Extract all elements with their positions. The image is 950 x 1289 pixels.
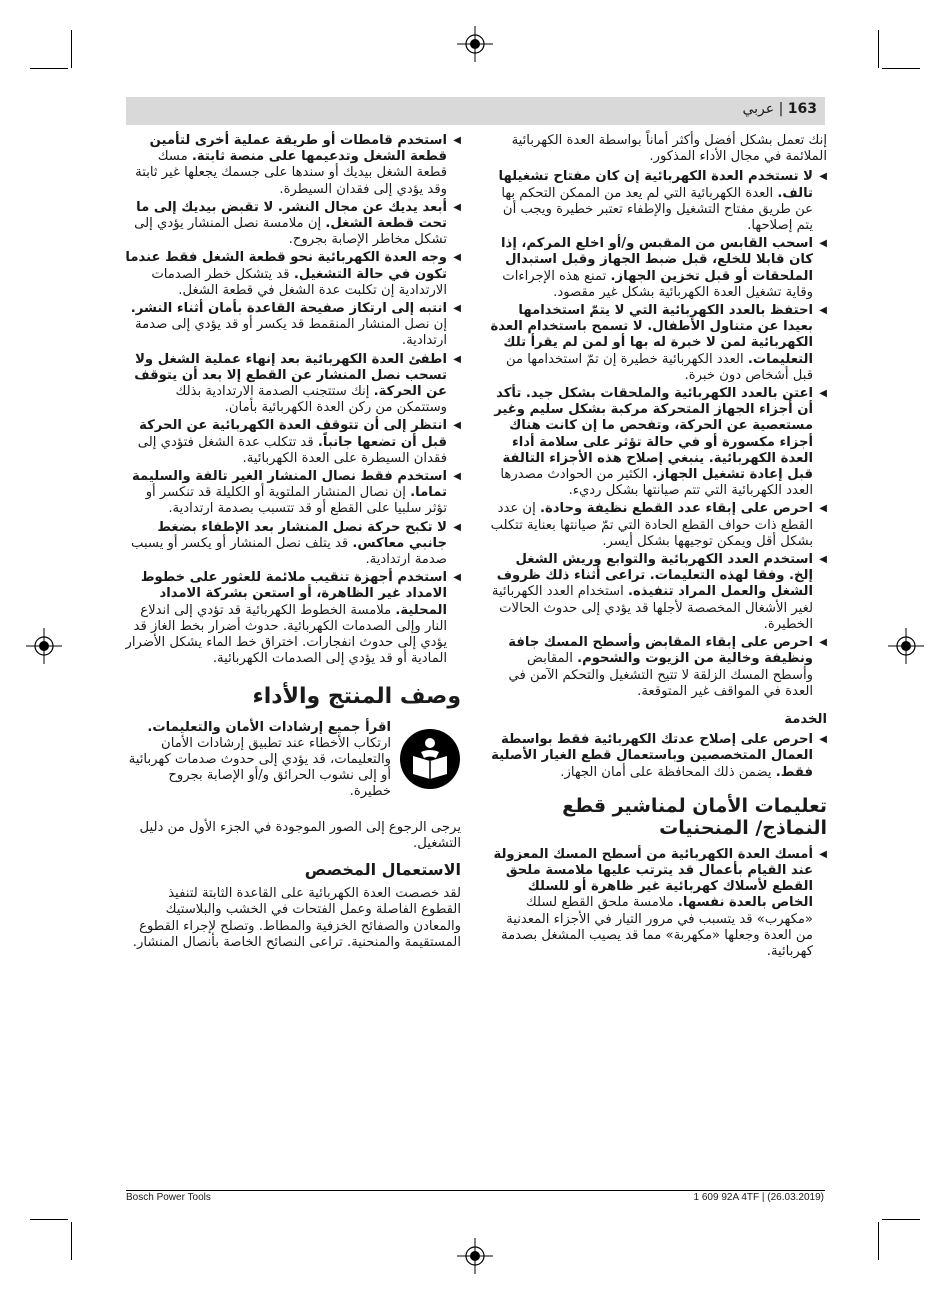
- saw-safety-item: ◀ انتظر إلى أن تتوقف العدة الكهربائية عن الحركة قبل أن تضعها جانباً. قد تتكلب عدة الشغل فتؤدي إلى فقدان السيطرة على العدة الكهربائية.: [137, 418, 461, 466]
- saw-safety-heading: تعليمات الأمان لمناشير قطع النماذج/ المنحنيات: [562, 794, 827, 839]
- right-column: [487, 133, 827, 962]
- saw-safety-item: ◀ انتبه إلى ارتكاز صفيحة القاعدة بأمان أثناء النشر. إن نصل المنشار المنقمط قد يكسر أو قد يؤدي إلى صدمة ارتدادية.: [130, 301, 461, 349]
- safety-item: ◀ استخدم العدد الكهربائية والتوابع وريش الشغل إلخ. وفقا لهذه التعليمات. تراعى أثناء ذلك ظروف الشغل والعمل المراد تنفيذه. استخدام العدد الكهربائية لغير الأشغال المخصصة لأجلها قد يؤدي إلى حدوث الحالات الخطيرة.: [491, 552, 827, 632]
- left-column: [125, 133, 461, 955]
- bullet-icon: ◀: [453, 252, 461, 264]
- read-instructions-warning: [125, 720, 461, 816]
- saw-safety-item: ◀ استخدم أجهزة تنقيب ملائمة للعثور على خطوط الامداد غير الظاهرة، أو استعن بشركة الامداد المحلية. ملامسة الخطوط الكهربائية قد تؤدي إلى اندلاع النار وإلى الصدمات الكهربائية. حدوث أضرار بخط الغاز قد يؤدي إلى حدوث انفجارات. اختراق خط الماء يشكل الأضرار المادية أو قد يؤدي إلى الصدمات الكهربائية.: [125, 570, 461, 667]
- registration-mark-top: [455, 24, 495, 64]
- saw-safety-item: ◀ أبعد يديك عن مجال النشر. لا تقبض بيديك إلى ما تحت قطعة الشغل. إن ملامسة نصل المنشار يؤدي إلى تشكل مخاطر الإصابة بجروح.: [134, 199, 461, 248]
- registration-mark-bottom: [455, 1236, 495, 1276]
- footer-divider: [126, 1190, 825, 1191]
- bullet-icon: ◀: [453, 201, 461, 213]
- safety-item: ◀ احرص على إبقاء المقابض وأسطح المسك جافة ونظيفة وخالية من الزيوت والشحوم. المقابض وأسطح المسك الزلقة لا تتيح التشغيل والتحكم الآمن في العدة في المواقف غير المتوقعة.: [508, 635, 827, 699]
- language-label: عربي: [742, 101, 775, 117]
- page-header: 163 | عربي: [742, 101, 817, 117]
- saw-safety-item: ◀ لا تكبح حركة نصل المنشار بعد الإطفاء بضغط جانبي معاكس. قد يتلف نصل المنشار أو يكسر أو يسبب صدمة ارتدادية.: [131, 519, 461, 568]
- intended-use-text: لقد خصصت العدة الكهربائية على القاعدة الثابتة لتنفيذ القطوع الفاصلة وعمل الفتحات في الخشب والبلاستيك والمعادن والصفائح الخزفية والمطاط. وتصلح لإجراء القطوع المستقيمة والمنحنية. تراعى النصائح الخاصة بأنصال المنشار.: [132, 886, 461, 950]
- saw-safety-item: ◀ استخدم قامطات أو طريقة عملية أخرى لتأمين قطعة الشغل وتدعيمها على منصة ثابتة. مسك قطعة الشغل بيديك أو سندها على جسمك يجعلها غير ثابتة وقد يؤدي إلى فقدان السيطرة.: [135, 133, 461, 197]
- footer-doc-code: 1 609 92A 4TF | (26.03.2019): [693, 1192, 824, 1203]
- bullet-icon: ◀: [819, 637, 827, 649]
- crop-mark: [30, 1219, 68, 1220]
- warning-text: ارتكاب الأخطاء عند تطبيق إرشادات الأمان والتعليمات، قد يؤدي إلى حدوث صدمات كهربائية أو إلى نشوب الحرائق و/أو الإصابة بجروح خطيرة.: [128, 735, 391, 800]
- bullet-icon: ◀: [819, 238, 827, 250]
- safety-item: ◀ اعتن بالعدد الكهربائية والملحقات بشكل جيد. تأكد أن أجزاء الجهاز المتحركة مركبة بشكل سليم وغير مستعصية عن الحركة، وتفحص ما إن كانت هناك أجزاء مكسورة أو في حالة تؤثر على سلامة أداء العدة الكهربائية. ينبغي إصلاح هذه الأجزاء التالفة قبل إعادة تشغيل الجهاز. الكثير من الحوادث مصدرها العدد الكهربائية التي تتم صيانتها بشكل رديء.: [494, 386, 827, 499]
- footer-brand: Bosch Power Tools: [126, 1192, 211, 1203]
- crop-mark: [882, 68, 920, 69]
- bullet-icon: ◀: [453, 521, 461, 533]
- crop-mark: [30, 68, 68, 69]
- intro-text: إنك تعمل بشكل أفضل وأكثر أماناً بواسطة العدة الكهربائية الملائمة في مجال الأداء المذكور.: [511, 133, 827, 165]
- warning-bold: اقرأ جميع إرشادات الأمان والتعليمات.: [147, 719, 391, 735]
- saw-safety-item: ◀ اطفئ العدة الكهربائية بعد إنهاء عملية الشغل ولا تسحب نصل المنشار عن القطع إلا بعد أن يتوقف عن الحركة. إنك ستتجنب الصدمة الارتدادية بذلك وستتمكن من ركن العدة الكهربائية بأمان.: [134, 351, 461, 416]
- saw-safety-item: ◀ وجه العدة الكهربائية نحو قطعة الشغل فقط عندما تكون في حالة التشغيل. قد يتشكل خطر الصدمات الارتدادية إن تكلبت عدة الشغل في قطعة الشغل.: [125, 250, 461, 298]
- registration-mark-right: [886, 626, 926, 666]
- bullet-icon: ◀: [453, 572, 461, 584]
- saw-safety-item: ◀ استخدم فقط نصال المنشار الغير تالفة والسليمة تماما. إن نصال المنشار الملتوية أو الكليلة قد تنكسر أو تؤثر سلبيا على القطع أو قد تتسبب بصدمة ارتدادية.: [132, 469, 461, 517]
- refer-images-text: يرجى الرجوع إلى الصور الموجودة في الجزء الأول من دليل التشغيل.: [139, 819, 461, 851]
- service-item: ◀ احرص على إصلاح عدتك الكهربائية فقط بواسطة العمال المتخصصين وباستعمال قطع الغيار الأصلية فقط. يضمن ذلك المحافظة على أمان الجهاز.: [491, 732, 827, 780]
- crop-mark: [878, 30, 879, 68]
- bullet-icon: ◀: [819, 848, 827, 860]
- crop-mark: [882, 1219, 920, 1220]
- registration-mark-left: [24, 626, 64, 666]
- bullet-icon: ◀: [453, 420, 461, 432]
- bullet-icon: ◀: [819, 305, 827, 317]
- intended-use-heading: الاستعمال المخصص: [304, 859, 461, 879]
- safety-item: ◀ اسحب القابس من المقبس و/أو اخلع المركم، إذا كان قابلا للخلع، قبل ضبط الجهاز وقبل استبدال الملحقات أو قبل تخزين الجهاز. تمنع هذه الإجراءات وقاية تشغيل العدة الكهربائية بشكل غير مقصود.: [501, 236, 827, 300]
- safety-item: ◀ احرص على إبقاء عدد القطع نظيفة وحادة. إن عدد القطع ذات حواف القطع الحادة التي تمّ صيانتها بعناية تتكلب بشكل أقل ويمكن توجيهها بشكل أيسر.: [490, 501, 827, 549]
- bullet-icon: ◀: [453, 303, 461, 315]
- safety-item: ◀ لا تستخدم العدة الكهربائية إن كان مفتاح تشغيلها تالف. العدة الكهربائية التي لم يعد من الممكن التحكم بها عن طريق مفتاح التشغيل والإطفاء تعتبر خطيرة ويجب أن يتم إصلاحها.: [498, 169, 827, 234]
- bullet-icon: ◀: [453, 135, 461, 146]
- crop-mark: [71, 30, 72, 68]
- bullet-icon: ◀: [819, 734, 827, 746]
- page-number: 163: [787, 101, 817, 117]
- crop-mark: [878, 1222, 879, 1260]
- bullet-icon: ◀: [819, 503, 827, 515]
- safety-item: ◀ احتفظ بالعدد الكهربائية التي لا يتمّ استخدامها بعيدا عن متناول الأطفال. لا تسمح باستخدام العدة الكهربائية لمن لا خبرة له بها أو لمن لم يقرأ تلك التعليمات. العدد الكهربائية خطيرة إن تمّ استخدامها من قبل أشخاص دون خبرة.: [490, 303, 827, 383]
- service-heading: الخدمة: [784, 711, 827, 727]
- bullet-icon: ◀: [819, 388, 827, 400]
- saw-safety-item: ◀ أمسك العدة الكهربائية من أسطح المسك المعزولة عند القيام بأعمال قد يترتب عليها ملامسة ملحق القطع لأسلاك كهربائية غير ظاهرة أو للسلك الخاص بالعدة نفسها. ملامسة ملحق القطع لسلك «مكهرب» قد يتسبب في مرور التيار في الأجزاء المعدنية من العدة وجعلها «مكهربة» مما قد يصيب المشغل بصدمة كهربائية.: [493, 846, 827, 959]
- read-manual-icon: [399, 728, 461, 790]
- bullet-icon: ◀: [819, 554, 827, 566]
- crop-mark: [71, 1222, 72, 1260]
- bullet-icon: ◀: [453, 471, 461, 483]
- header-band: [126, 97, 825, 125]
- bullet-icon: ◀: [453, 353, 461, 365]
- bullet-icon: ◀: [819, 171, 827, 183]
- product-description-heading: وصف المنتج والأداء: [252, 683, 461, 709]
